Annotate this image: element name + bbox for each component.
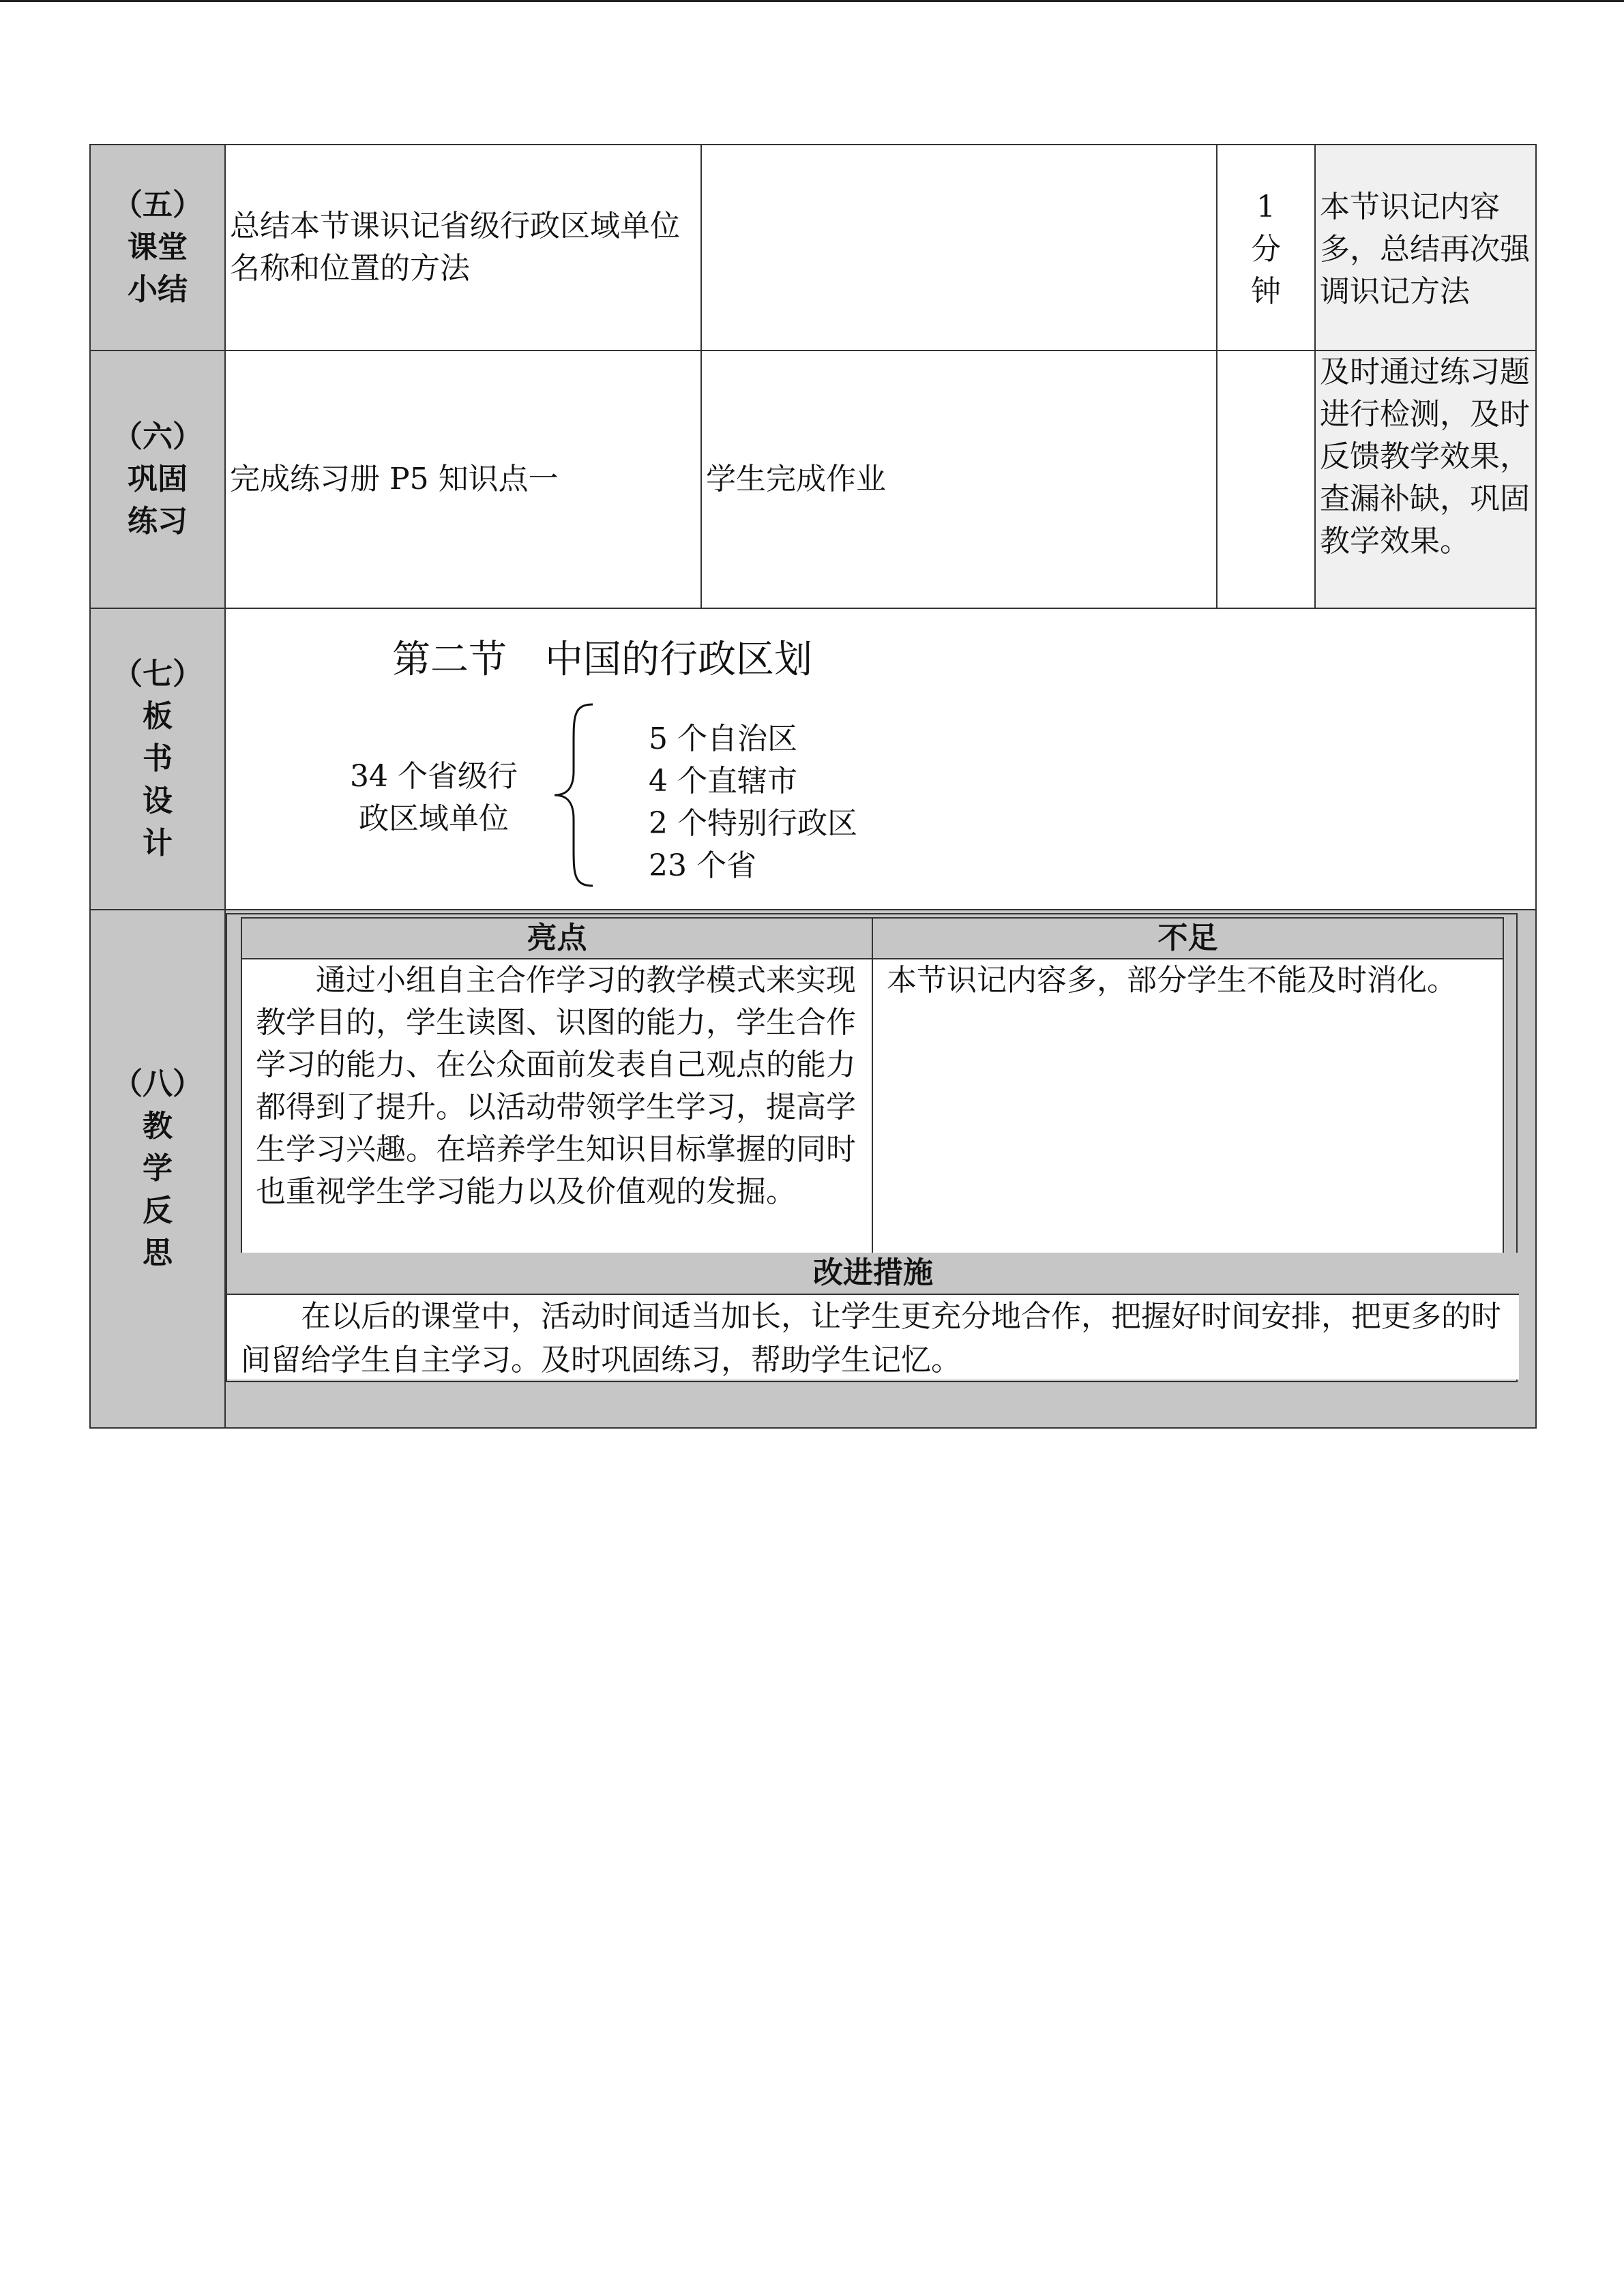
design-intent: 及时通过练习题进行检测，及时反馈教学效果，查漏补缺，巩固教学效果。	[1315, 351, 1536, 608]
design-intent: 本节识记内容多，总结再次强调识记方法	[1315, 145, 1536, 351]
board-item: 23 个省	[649, 848, 756, 883]
section-row-reflection	[90, 910, 1536, 1428]
shortcomings-header: 不足	[872, 918, 1503, 959]
board-item: 5 个自治区	[649, 721, 797, 756]
board-items	[649, 718, 857, 887]
highlights-header: 亮点	[241, 918, 872, 959]
section-row-board	[90, 608, 1536, 910]
board-title: 第二节 中国的行政区划	[392, 638, 812, 682]
teacher-activity: 完成练习册 P5 知识点一	[225, 351, 701, 608]
shortcomings-text: 本节识记内容多，部分学生不能及时消化。	[872, 959, 1503, 1256]
student-activity	[701, 145, 1217, 351]
time-allocation	[1217, 351, 1315, 608]
reflection-table	[241, 917, 1504, 1257]
board-left-text: 34 个省级行政区域单位	[350, 759, 518, 836]
lesson-plan-table	[89, 144, 1537, 1429]
board-item: 4 个直辖市	[649, 764, 797, 799]
section-label: （八） 教 学 反 思	[90, 910, 225, 1428]
student-activity: 学生完成作业	[701, 351, 1217, 608]
board-item: 2 个特别行政区	[649, 806, 857, 841]
reflection-panel	[226, 913, 1518, 1382]
improvement-text: 在以后的课堂中，活动时间适当加长，让学生更充分地合作，把握好时间安排，把更多的时间留给学生自主学习。及时巩固练习，帮助学生记忆。	[227, 1294, 1519, 1380]
section-label: （六） 巩固 练习	[90, 351, 225, 608]
section-row-practice	[90, 351, 1536, 608]
section-row-summary	[90, 145, 1536, 351]
page-top-border	[0, 0, 1624, 2]
teacher-activity: 总结本节课识记省级行政区域单位名称和位置的方法	[225, 145, 701, 351]
reflection-content	[225, 910, 1536, 1428]
board-design	[225, 608, 1536, 910]
curly-brace-icon	[553, 703, 621, 887]
improvement-header: 改进措施	[227, 1253, 1519, 1294]
highlights-text: 通过小组自主合作学习的教学模式来实现教学目的，学生读图、识图的能力，学生合作学习的能力、在公众面前发表自己观点的能力都得到了提升。以活动带领学生学习，提高学生学习兴趣。在培养学生知识目标掌握的同时也重视学生学习能力以及价值观的发掘。	[241, 959, 872, 1256]
section-label: （七） 板 书 设 计	[90, 608, 225, 910]
time-allocation: 1 分 钟	[1217, 145, 1315, 351]
section-label: （五） 课堂 小结	[90, 145, 225, 351]
